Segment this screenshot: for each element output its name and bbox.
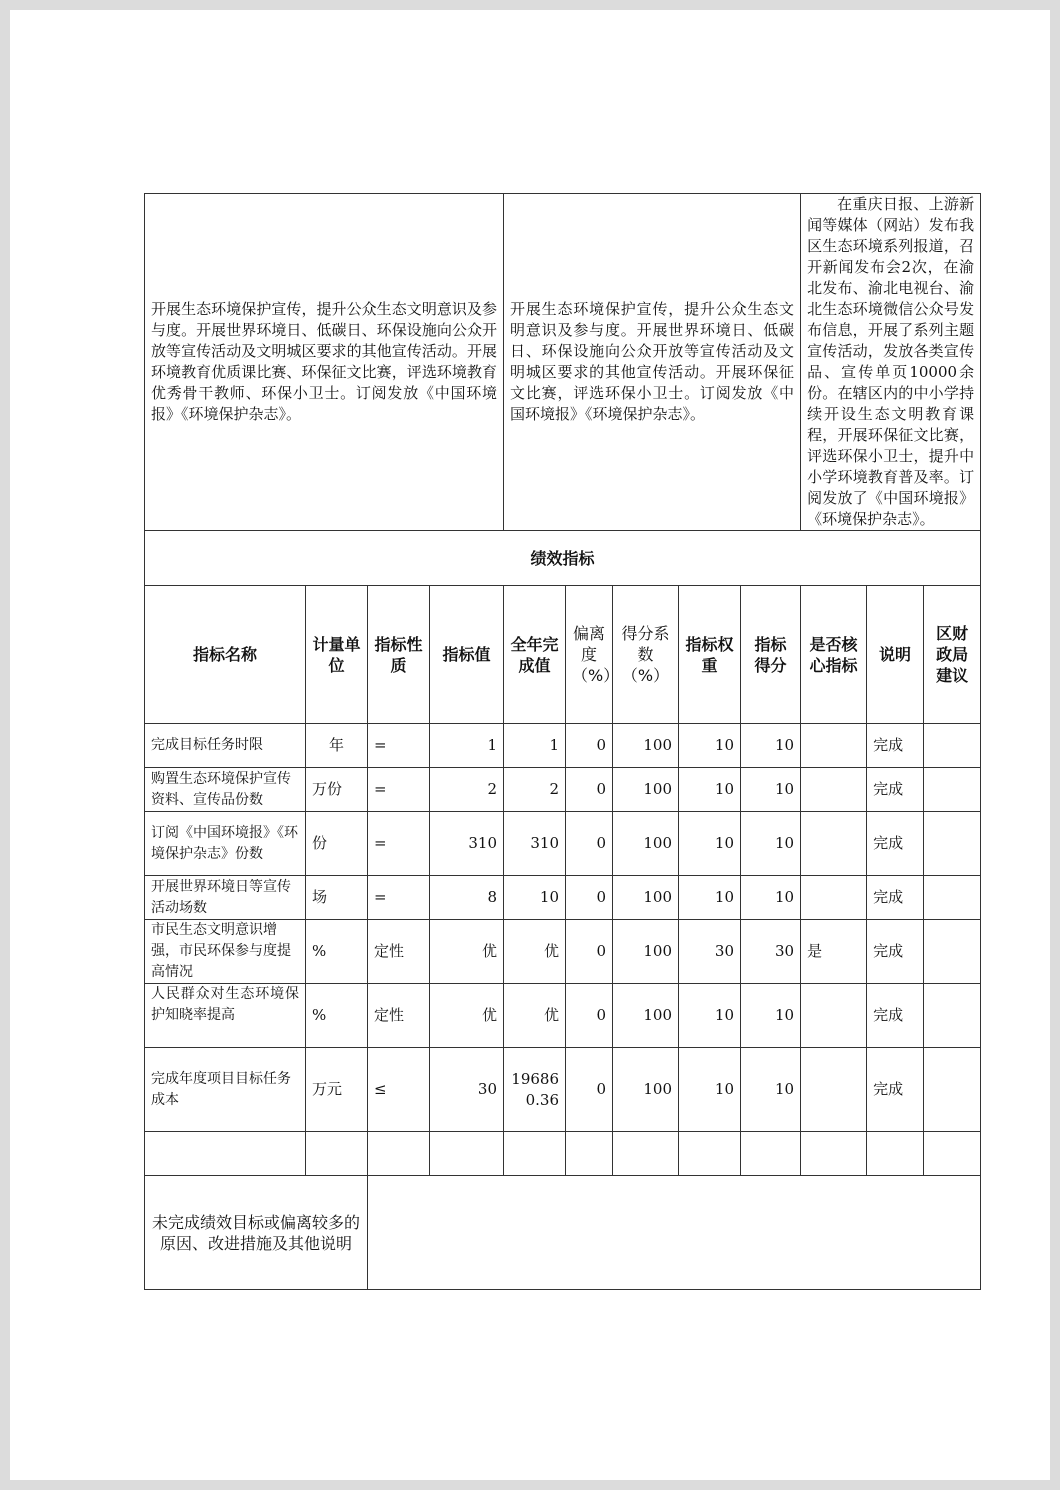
- header-remark: 说明: [867, 586, 924, 724]
- description-row: [145, 194, 981, 531]
- row-weight: 10: [679, 876, 741, 920]
- row-core: [801, 768, 867, 812]
- row-actual: 196860.36: [504, 1048, 566, 1132]
- row-score: 30: [741, 920, 801, 984]
- row-nature: ≤: [368, 1048, 430, 1132]
- table-row: [145, 1048, 981, 1132]
- row-score-coef: 100: [613, 724, 679, 768]
- row-score-coef: 100: [613, 812, 679, 876]
- row-name: 完成年度项目目标任务成本: [145, 1048, 306, 1132]
- row-score: 10: [741, 984, 801, 1048]
- row-core: [801, 1048, 867, 1132]
- row-name: 购置生态环境保护宣传资料、宣传品份数: [145, 768, 306, 812]
- row-actual: 1: [504, 724, 566, 768]
- row-weight: 30: [679, 920, 741, 984]
- row-target: 8: [430, 876, 504, 920]
- row-name: 订阅《中国环境报》《环境保护杂志》份数: [145, 812, 306, 876]
- header-score-coef: 得分系数（%）: [613, 586, 679, 724]
- row-name: 开展世界环境日等宣传活动场数: [145, 876, 306, 920]
- planned-content-cell: 开展生态环境保护宣传，提升公众生态文明意识及参与度。开展世界环境日、低碳日、环保设施向公众开放等宣传活动及文明城区要求的其他宣传活动。开展环境教育优质课比赛、环保征文比赛，评选环境教育优秀骨干教师、环保小卫士。订阅发放《中国环境报》《环境保护杂志》。: [145, 194, 504, 531]
- row-finance: [924, 984, 981, 1048]
- row-target: 2: [430, 768, 504, 812]
- row-core: [801, 984, 867, 1048]
- section-title: 绩效指标: [145, 531, 981, 586]
- row-target: 优: [430, 984, 504, 1048]
- row-remark: 完成: [867, 984, 924, 1048]
- row-score-coef: 100: [613, 920, 679, 984]
- row-core: [801, 876, 867, 920]
- row-weight: 10: [679, 724, 741, 768]
- row-remark: 完成: [867, 724, 924, 768]
- row-score-coef: 100: [613, 1048, 679, 1132]
- table-row: [145, 724, 981, 768]
- row-unit: 万份: [306, 768, 368, 812]
- performance-table: [144, 193, 981, 1290]
- row-core: [801, 724, 867, 768]
- row-actual: 优: [504, 984, 566, 1048]
- row-nature: 定性: [368, 920, 430, 984]
- row-actual: 310: [504, 812, 566, 876]
- note-row: [145, 1176, 981, 1290]
- row-remark: 完成: [867, 812, 924, 876]
- row-score: 10: [741, 724, 801, 768]
- row-score: 10: [741, 812, 801, 876]
- row-weight: 10: [679, 768, 741, 812]
- table-row: [145, 920, 981, 984]
- row-unit: %: [306, 984, 368, 1048]
- row-nature: =: [368, 812, 430, 876]
- empty-row: [145, 1132, 981, 1176]
- row-target: 310: [430, 812, 504, 876]
- row-nature: 定性: [368, 984, 430, 1048]
- row-remark: 完成: [867, 876, 924, 920]
- row-finance: [924, 876, 981, 920]
- row-name: 完成目标任务时限: [145, 724, 306, 768]
- header-row: [145, 586, 981, 724]
- row-weight: 10: [679, 812, 741, 876]
- row-unit: 万元: [306, 1048, 368, 1132]
- row-target: 优: [430, 920, 504, 984]
- row-core: [801, 812, 867, 876]
- header-name: 指标名称: [145, 586, 306, 724]
- header-unit: 计量单位: [306, 586, 368, 724]
- row-target: 30: [430, 1048, 504, 1132]
- header-score: 指标得分: [741, 586, 801, 724]
- row-nature: =: [368, 768, 430, 812]
- row-weight: 10: [679, 984, 741, 1048]
- row-score: 10: [741, 876, 801, 920]
- table-row: [145, 768, 981, 812]
- row-remark: 完成: [867, 1048, 924, 1132]
- header-weight: 指标权重: [679, 586, 741, 724]
- row-finance: [924, 1048, 981, 1132]
- row-remark: 完成: [867, 920, 924, 984]
- row-finance: [924, 920, 981, 984]
- header-core: 是否核心指标: [801, 586, 867, 724]
- row-finance: [924, 768, 981, 812]
- note-label: 未完成绩效目标或偏离较多的原因、改进措施及其他说明: [145, 1176, 368, 1290]
- row-nature: =: [368, 724, 430, 768]
- adjusted-content-cell: 开展生态环境保护宣传，提升公众生态文明意识及参与度。开展世界环境日、低碳日、环保设施向公众开放等宣传活动及文明城区要求的其他宣传活动。开展环保征文比赛，评选环保小卫士。订阅发放《中国环境报》《环境保护杂志》。: [504, 194, 801, 531]
- row-remark: 完成: [867, 768, 924, 812]
- row-score-coef: 100: [613, 984, 679, 1048]
- row-score-coef: 100: [613, 876, 679, 920]
- row-name: 人民群众对生态环境保护知晓率提高: [145, 984, 306, 1048]
- header-deviation: 偏离度（%）: [566, 586, 613, 724]
- header-nature: 指标性质: [368, 586, 430, 724]
- row-deviation: 0: [566, 876, 613, 920]
- row-deviation: 0: [566, 768, 613, 812]
- header-actual: 全年完成值: [504, 586, 566, 724]
- row-score: 10: [741, 1048, 801, 1132]
- row-unit: 年: [306, 724, 368, 768]
- actual-content-cell: 在重庆日报、上游新闻等媒体（网站）发布我区生态环境系列报道，召开新闻发布会2次，在渝北发布、渝北电视台、渝北生态环境微信公众号发布信息，开展了系列主题宣传活动，发放各类宣传品、宣传单页10000余份。在辖区内的中小学持续开设生态文明教育课程，开展环保征文比赛，评选环保小卫士，提升中小学环境教育普及率。订阅发放了《中国环境报》《环境保护杂志》。: [801, 194, 981, 531]
- row-deviation: 0: [566, 812, 613, 876]
- row-score: 10: [741, 768, 801, 812]
- document-page: [10, 10, 1050, 1480]
- row-deviation: 0: [566, 984, 613, 1048]
- row-nature: =: [368, 876, 430, 920]
- row-core: 是: [801, 920, 867, 984]
- table-row: [145, 876, 981, 920]
- table-row: [145, 984, 981, 1048]
- row-actual: 优: [504, 920, 566, 984]
- row-score-coef: 100: [613, 768, 679, 812]
- row-actual: 10: [504, 876, 566, 920]
- row-deviation: 0: [566, 1048, 613, 1132]
- row-finance: [924, 724, 981, 768]
- header-finance: 区财政局建议: [924, 586, 981, 724]
- row-unit: 场: [306, 876, 368, 920]
- header-target: 指标值: [430, 586, 504, 724]
- row-weight: 10: [679, 1048, 741, 1132]
- row-unit: %: [306, 920, 368, 984]
- row-deviation: 0: [566, 724, 613, 768]
- row-unit: 份: [306, 812, 368, 876]
- table-row: [145, 812, 981, 876]
- row-deviation: 0: [566, 920, 613, 984]
- row-actual: 2: [504, 768, 566, 812]
- row-target: 1: [430, 724, 504, 768]
- note-value: [368, 1176, 981, 1290]
- row-finance: [924, 812, 981, 876]
- row-name: 市民生态文明意识增强，市民环保参与度提高情况: [145, 920, 306, 984]
